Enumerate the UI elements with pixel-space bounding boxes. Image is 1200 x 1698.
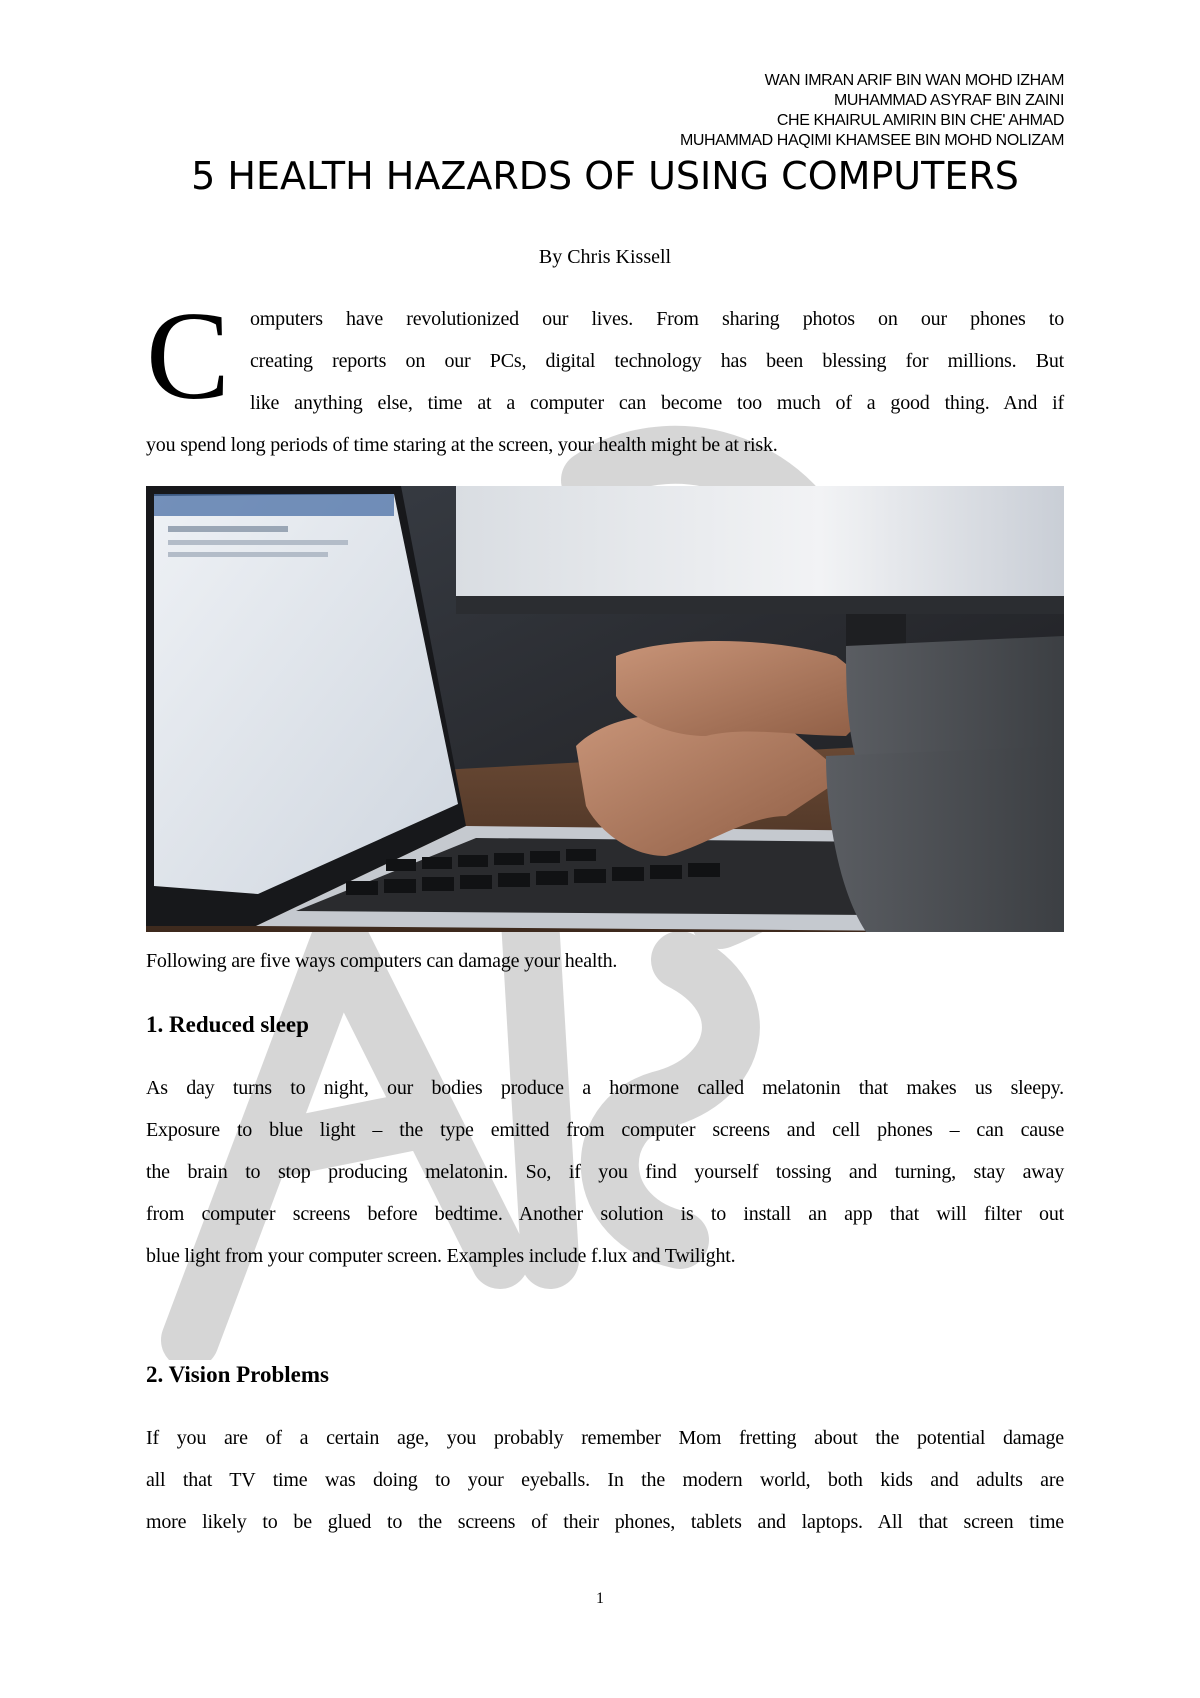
author-name: WAN IMRAN ARIF BIN WAN MOHD IZHAM [764, 72, 1064, 89]
author-name: MUHAMMAD ASYRAF BIN ZAINI [833, 92, 1064, 109]
page-number: 1 [596, 1590, 604, 1607]
section-heading-reduced-sleep: 1. Reduced sleep [146, 1012, 309, 1037]
section-heading-vision-problems: 2. Vision Problems [146, 1362, 329, 1387]
paragraph-line: blue light from your computer screen. Examples include f.lux and Twilight. [146, 1245, 736, 1267]
author-list [146, 71, 1064, 151]
drop-cap: C [146, 287, 231, 426]
section-body-vision-problems [146, 1417, 1064, 1543]
byline: By Chris Kissell [538, 246, 672, 268]
intro-paragraph [146, 287, 1064, 466]
document-title: 5 HEALTH HAZARDS OF USING COMPUTERS [191, 154, 1019, 198]
paragraph-line: Exposure to blue light – the type emitted from computer screens and cell phones – can cause [146, 1119, 1064, 1141]
author-name: MUHAMMAD HAQIMI KHAMSEE BIN MOHD NOLIZAM [679, 132, 1064, 149]
paragraph-line: creating reports on our PCs, digital technology has been blessing for millions. But [250, 350, 1064, 372]
paragraph-line: If you are of a certain age, you probably remember Mom fretting about the potential damage [146, 1427, 1064, 1449]
paragraph-line: all that TV time was doing to your eyeballs. In the modern world, both kids and adults are [146, 1469, 1064, 1491]
following-text: Following are five ways computers can damage your health. [146, 950, 618, 972]
paragraph-line: like anything else, time at a computer can become too much of a good thing. And if [250, 392, 1064, 414]
paragraph-line: As day turns to night, our bodies produce a hormone called melatonin that makes us sleepy. [146, 1077, 1064, 1099]
laptop-typing-photo [146, 486, 1064, 932]
paragraph-line: more likely to be glued to the screens of their phones, tablets and laptops. All that screen time [146, 1511, 1064, 1533]
paragraph-line: you spend long periods of time staring at the screen, your health might be at risk. [146, 434, 778, 456]
section-body-reduced-sleep [146, 1067, 1064, 1277]
paragraph-line: omputers have revolutionized our lives. From sharing photos on our phones to [250, 308, 1064, 330]
author-name: CHE KHAIRUL AMIRIN BIN CHE' AHMAD [776, 112, 1064, 129]
paragraph-line: the brain to stop producing melatonin. So, if you find yourself tossing and turning, stay away [146, 1161, 1064, 1183]
paragraph-line: from computer screens before bedtime. Another solution is to install an app that will filter out [146, 1203, 1064, 1225]
